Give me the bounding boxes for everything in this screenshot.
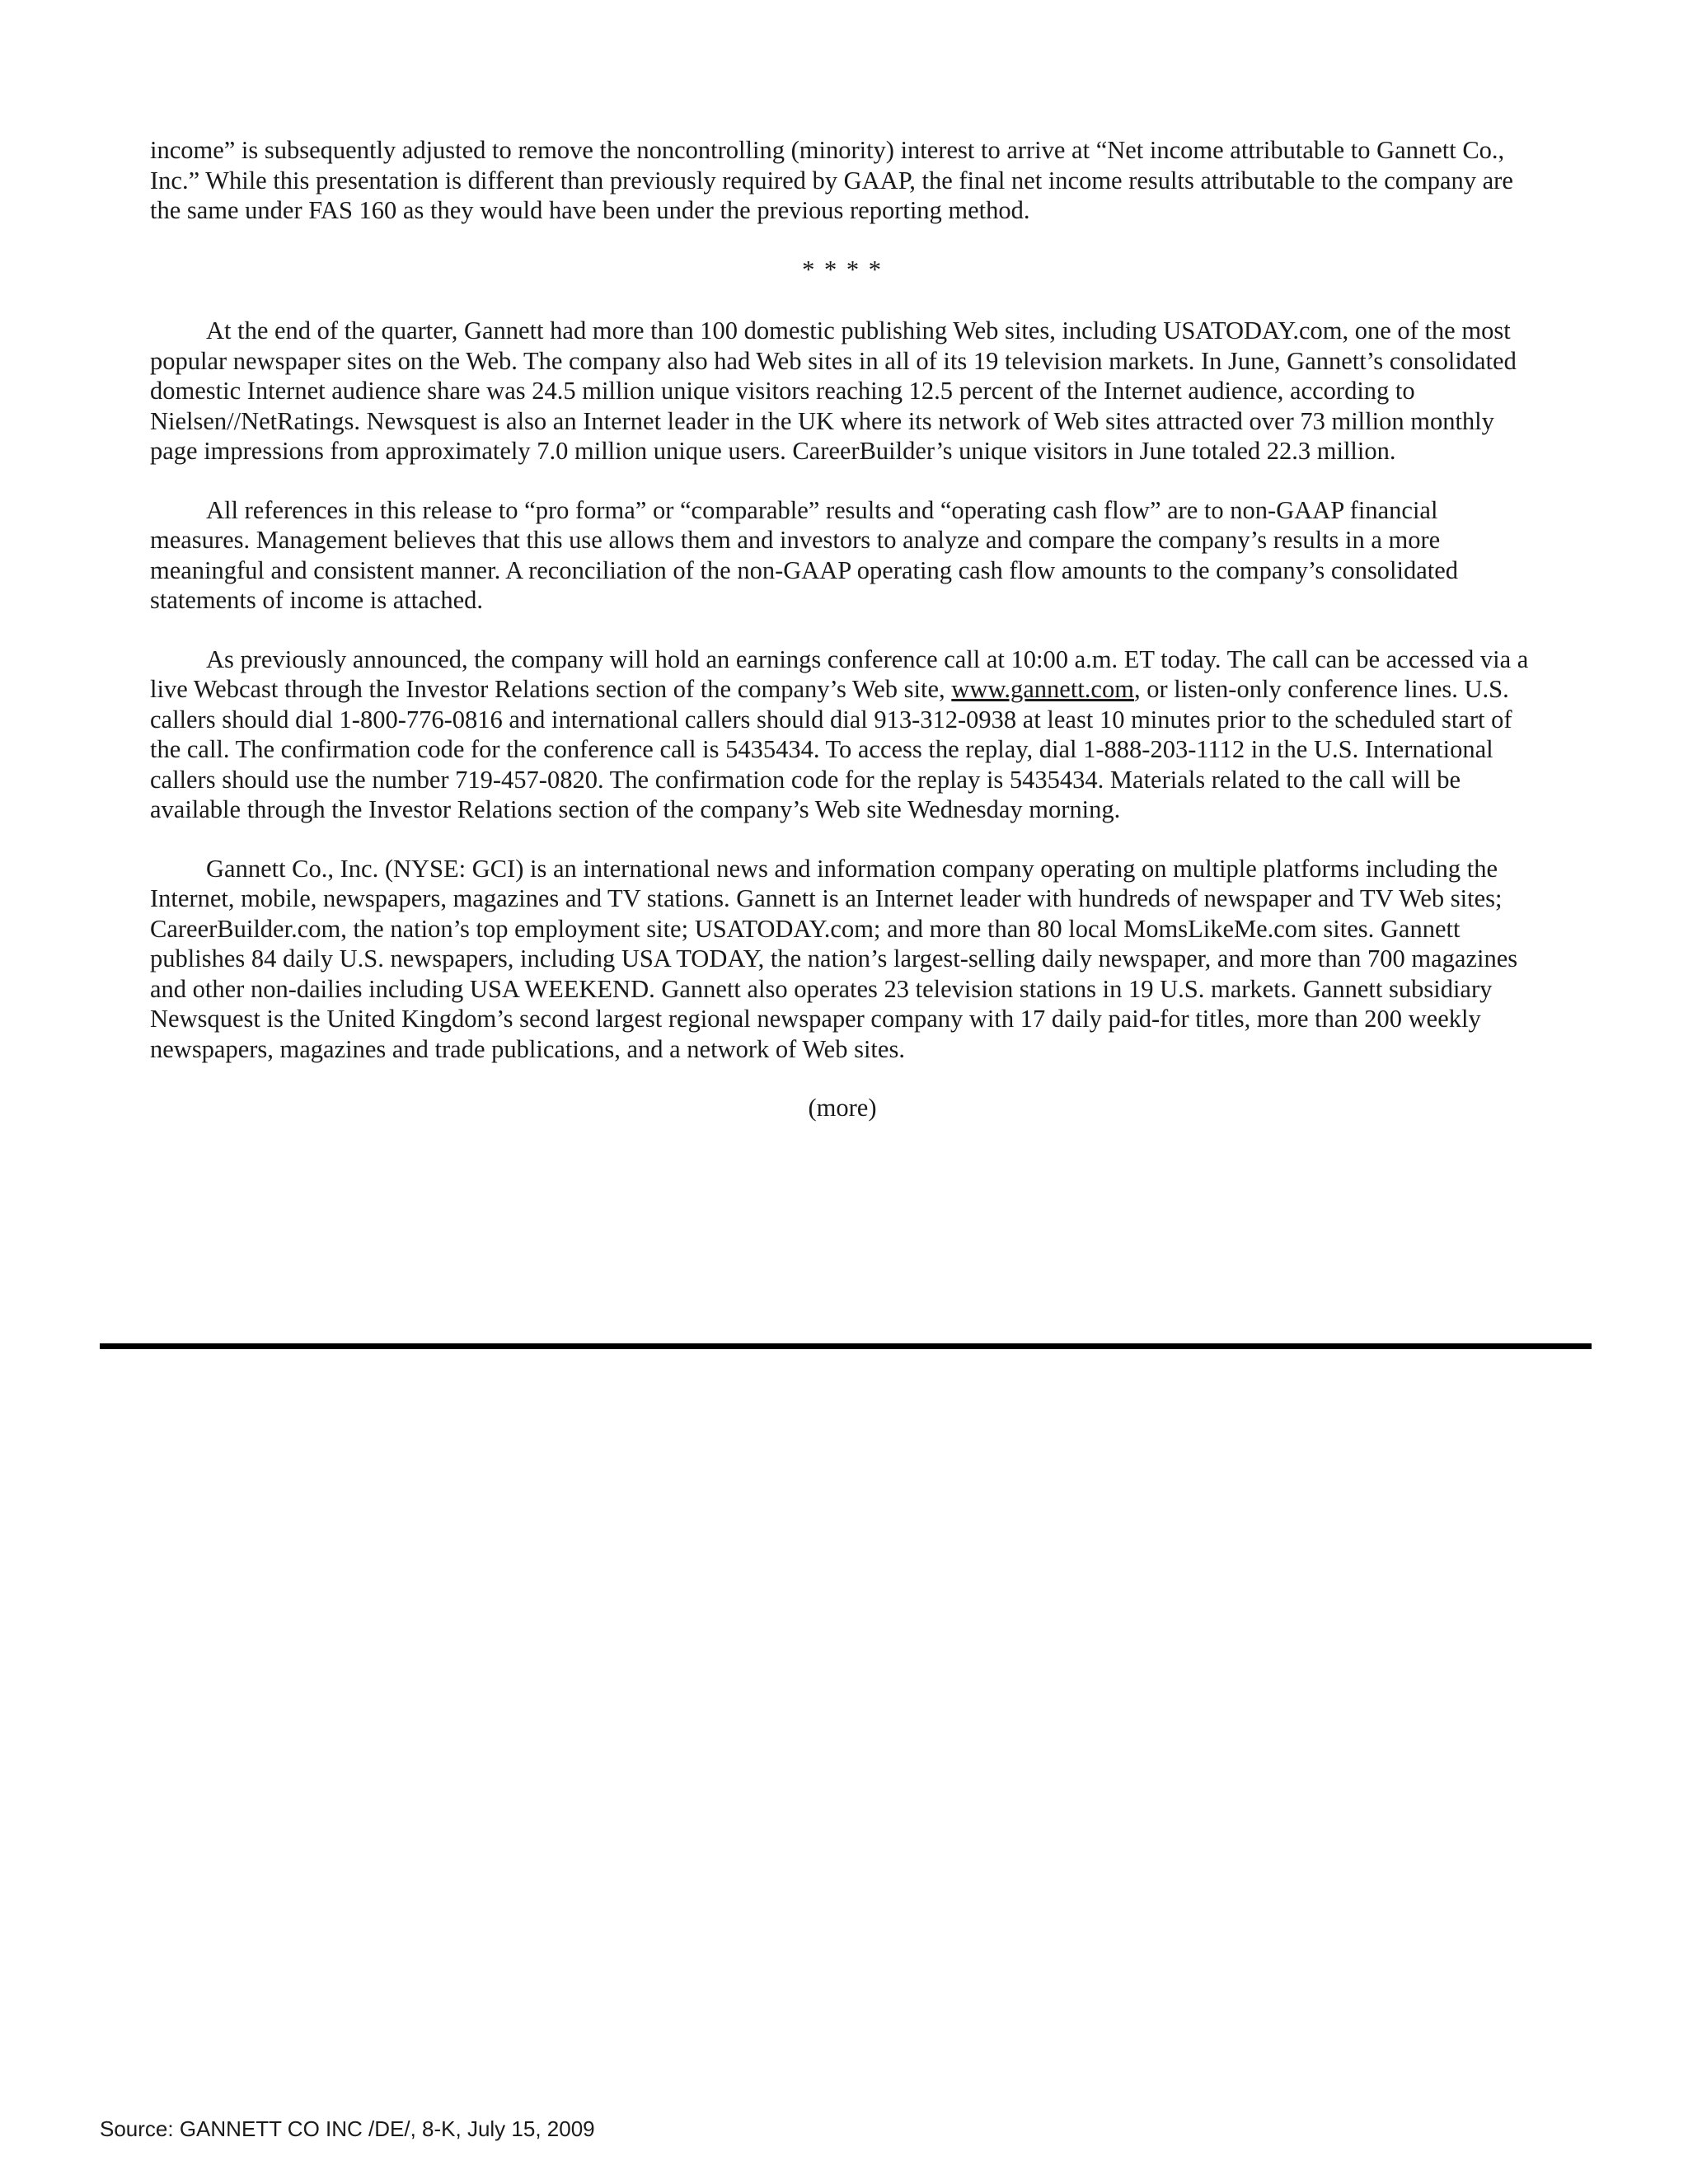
section-separator: * * * * xyxy=(802,255,883,284)
conference-call-text-after-link: , or listen-only conference lines. U.S. callers should dial 1-800-776-0816 and international callers should dial 913-312-0938 at least 10 minutes prior to the scheduled start of the call. The confirmation code for the conference call is 5435434. To access the replay, dial 1-888-203-1112 in the U.S. International callers should use the number 719-457-0820. The confirmation code for the replay is 5435434. Materials related to the call will be available through the Investor Relations section of the company’s Web site Wednesday morning. xyxy=(150,675,1512,823)
paragraph-non-gaap: All references in this release to “pro forma” or “comparable” results and “operating cash flow” are to non-GAAP financial measures. Management believes that this use allows them and investors to analyze and compare the company’s results in a more meaningful and consistent manner. A reconciliation of the non-GAAP operating cash flow amounts to the company’s consolidated statements of income is attached. xyxy=(150,495,1459,614)
paragraph-conference-call xyxy=(150,644,1535,825)
paragraph-net-income: income” is subsequently adjusted to remove the noncontrolling (minority) interest to arrive at “Net income attributable to Gannett Co., Inc.” While this presentation is different than previously required by GAAP, the final net income results attributable to the company are the same under FAS 160 as they would have been under the previous reporting method. xyxy=(150,136,1513,224)
more-marker: (more) xyxy=(808,1094,877,1122)
page-divider-rule xyxy=(100,1343,1592,1349)
source-footer: Source: GANNETT CO INC /DE/, 8-K, July 15, 2009 xyxy=(100,2116,595,2141)
document-body xyxy=(150,135,1535,1123)
paragraph-company-profile: Gannett Co., Inc. (NYSE: GCI) is an international news and information company operating on multiple platforms including the Internet, mobile, newspapers, magazines and TV stations. Gannett is an Internet leader with hundreds of newspaper and TV Web sites; CareerBuilder.com, the nation’s top employment site; USATODAY.com; and more than 80 local MomsLikeMe.com sites. Gannett publishes 84 daily U.S. newspapers, including USA TODAY, the nation’s largest-selling daily newspaper, and more than 700 magazines and other non-dailies including USA WEEKEND. Gannett also operates 23 television stations in 19 U.S. markets. Gannett subsidiary Newsquest is the United Kingdom’s second largest regional newspaper company with 17 daily paid-for titles, more than 200 weekly newspapers, magazines and trade publications, and a network of Web sites. xyxy=(150,854,1518,1063)
conference-call-text-before-link: As previously announced, the company will hold an earnings conference call at 10:00 a.m. ET today. The call can be accessed via a live Webcast through the Investor Relations section of the company’s Web site, xyxy=(150,644,1529,703)
gannett-website-link[interactable]: www.gannett.com xyxy=(951,675,1134,703)
paragraph-web-sites: At the end of the quarter, Gannett had more than 100 domestic publishing Web sites, including USATODAY.com, one of the most popular newspaper sites on the Web. The company also had Web sites in all of its 19 television markets. In June, Gannett’s consolidated domestic Internet audience share was 24.5 million unique visitors reaching 12.5 percent of the Internet audience, according to Nielsen//NetRatings. Newsquest is also an Internet leader in the UK where its network of Web sites attracted over 73 million monthly page impressions from approximately 7.0 million unique users. CareerBuilder’s unique visitors in June totaled 22.3 million. xyxy=(150,316,1517,465)
